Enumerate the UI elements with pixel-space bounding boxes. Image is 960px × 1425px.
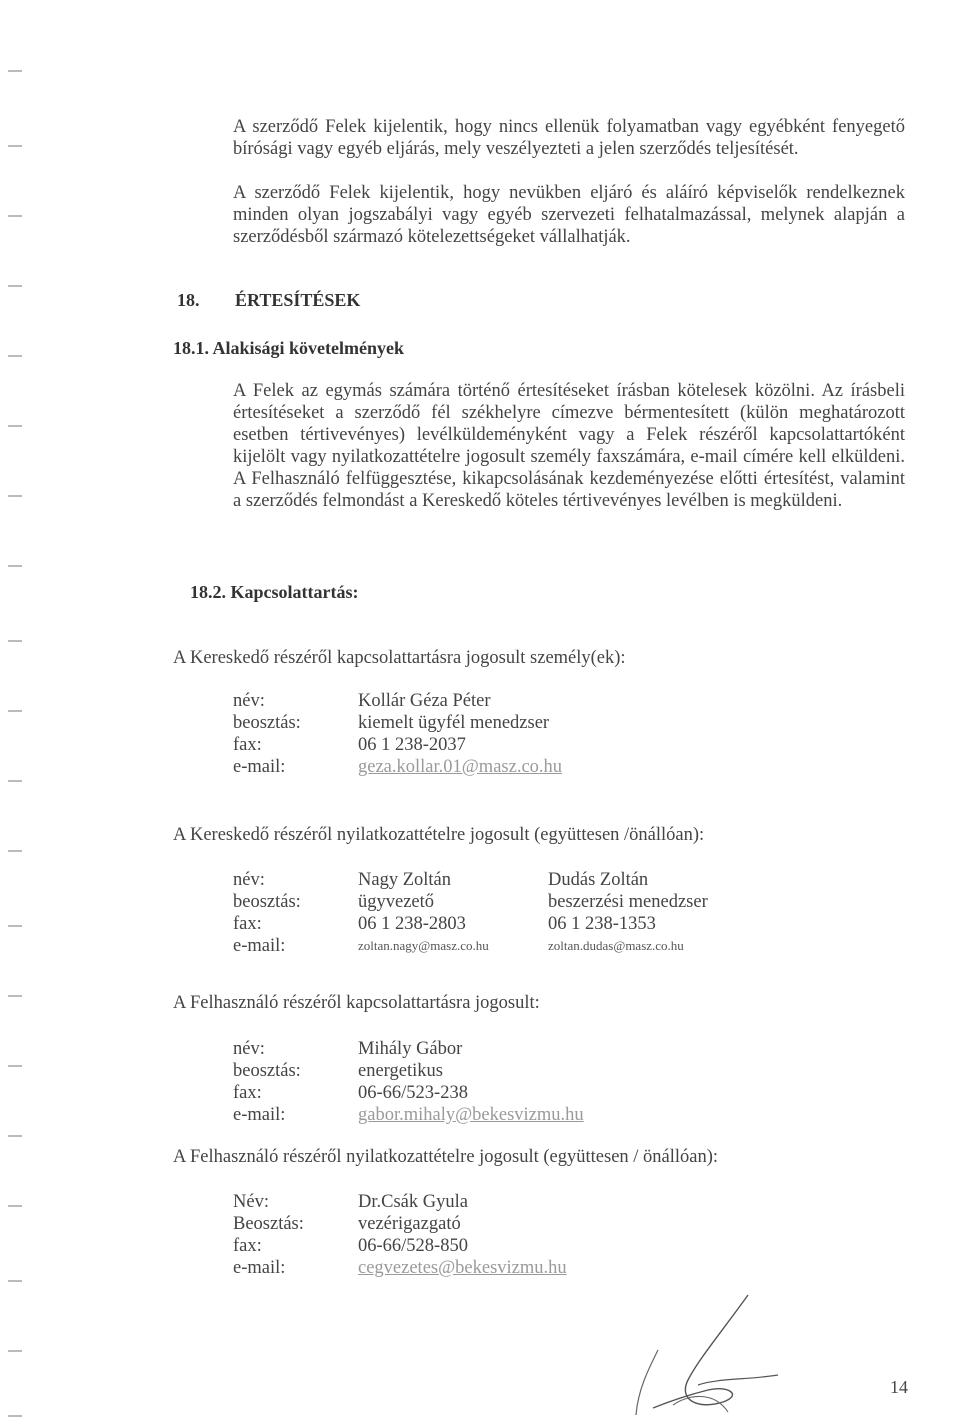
merchant-signatory-intro: A Kereskedő részéről nyilatkozattételre jogosult (együttesen /önállóan): bbox=[173, 825, 705, 845]
signatory-name: Dr.Csák Gyula bbox=[358, 1192, 468, 1212]
fax-label: fax: bbox=[233, 735, 262, 755]
statement-authorization: A szerződő Felek kijelentik, hogy nevükben eljáró és aláíró képviselők rendelkeznek minden olyan jogszabályi vagy egyéb szervezeti felhatalmazással, melynek alapján a szerződésből származó kötelezettségeket vállalhatják. bbox=[233, 183, 905, 247]
section-number: 18. bbox=[177, 290, 200, 310]
subsection-heading-contacts: 18.2. Kapcsolattartás: bbox=[190, 582, 359, 602]
fax-label: fax: bbox=[233, 1236, 262, 1256]
name-label: név: bbox=[233, 1039, 265, 1059]
signatory-email-link[interactable]: cegvezetes@bekesvizmu.hu bbox=[358, 1258, 567, 1278]
signatory1-email[interactable]: zoltan.nagy@masz.co.hu bbox=[358, 938, 489, 953]
page-number: 14 bbox=[890, 1377, 908, 1397]
merchant-signatory-details bbox=[233, 869, 708, 957]
signatory2-name: Dudás Zoltán bbox=[548, 870, 649, 890]
section-title: ÉRTESÍTÉSEK bbox=[235, 290, 361, 310]
user-contact-intro: A Felhasználó részéről kapcsolattartásra jogosult: bbox=[173, 993, 540, 1013]
email-label: e-mail: bbox=[233, 1105, 286, 1125]
merchant-contact-details bbox=[233, 690, 563, 778]
user-signatory-details bbox=[233, 1191, 567, 1279]
signatory2-email[interactable]: zoltan.dudas@masz.co.hu bbox=[548, 938, 684, 953]
position-label: beosztás: bbox=[233, 1061, 301, 1081]
contact-name: Kollár Géza Péter bbox=[358, 691, 491, 711]
signatory1-fax: 06 1 238-2803 bbox=[358, 914, 466, 934]
position-label: Beosztás: bbox=[233, 1214, 304, 1234]
user-signatory-intro: A Felhasználó részéről nyilatkozattételre jogosult (együttesen / önállóan): bbox=[173, 1147, 719, 1167]
email-label: e-mail: bbox=[233, 936, 286, 956]
signatory1-name: Nagy Zoltán bbox=[358, 870, 451, 890]
user-contact-details bbox=[233, 1038, 584, 1126]
position-label: beosztás: bbox=[233, 713, 301, 733]
subsection-heading-formal-requirements: 18.1. Alakisági követelmények bbox=[173, 338, 405, 358]
handwritten-signature bbox=[628, 1290, 788, 1425]
contact-email-link[interactable]: geza.kollar.01@masz.co.hu bbox=[358, 757, 563, 777]
fax-label: fax: bbox=[233, 1083, 262, 1103]
contact-email-link[interactable]: gabor.mihaly@bekesvizmu.hu bbox=[358, 1105, 584, 1125]
statement-no-proceedings: A szerződő Felek kijelentik, hogy nincs ellenük folyamatban vagy egyébként fenyegető bírósági vagy egyéb eljárás, mely veszélyezteti a jelen szerződés teljesítését. bbox=[233, 117, 905, 159]
name-label: Név: bbox=[233, 1192, 269, 1212]
formal-requirements-text: A Felek az egymás számára történő értesítéseket írásban kötelesek közölni. Az írásbeli értesítéseket a szerződő fél székhelyre címezve bérmentesített (külön meghatározott esetben tértivevényes) levélküldeményként vagy a Felek részéről kapcsolattartóként kijelölt vagy nyilatkozattételre jogosult személy faxszámára, e-mail címére kell elküldeni. A Felhasználó felfüggesztése, kikapcsolásának kezdeményezése előtti értesítést, valamint a szerződés felmondást a Kereskedő köteles tértivevényes levélben is megküldeni. bbox=[233, 381, 905, 511]
scan-margin-marks bbox=[0, 0, 40, 1425]
merchant-contact-intro: A Kereskedő részéről kapcsolattartásra jogosult személy(ek): bbox=[173, 648, 626, 668]
signatory1-position: ügyvezető bbox=[358, 892, 435, 912]
section-heading bbox=[177, 290, 360, 311]
signatory2-fax: 06 1 238-1353 bbox=[548, 914, 656, 934]
name-label: név: bbox=[233, 870, 265, 890]
email-label: e-mail: bbox=[233, 1258, 286, 1278]
signatory-fax: 06-66/528-850 bbox=[358, 1236, 468, 1256]
contact-position: kiemelt ügyfél menedzser bbox=[358, 713, 550, 733]
email-label: e-mail: bbox=[233, 757, 286, 777]
signatory-position: vezérigazgató bbox=[358, 1214, 461, 1234]
signatory2-position: beszerzési menedzser bbox=[548, 892, 708, 912]
contact-position: energetikus bbox=[358, 1061, 443, 1081]
position-label: beosztás: bbox=[233, 892, 301, 912]
contact-name: Mihály Gábor bbox=[358, 1039, 463, 1059]
fax-label: fax: bbox=[233, 914, 262, 934]
contact-fax: 06-66/523-238 bbox=[358, 1083, 468, 1103]
contact-fax: 06 1 238-2037 bbox=[358, 735, 466, 755]
name-label: név: bbox=[233, 691, 265, 711]
